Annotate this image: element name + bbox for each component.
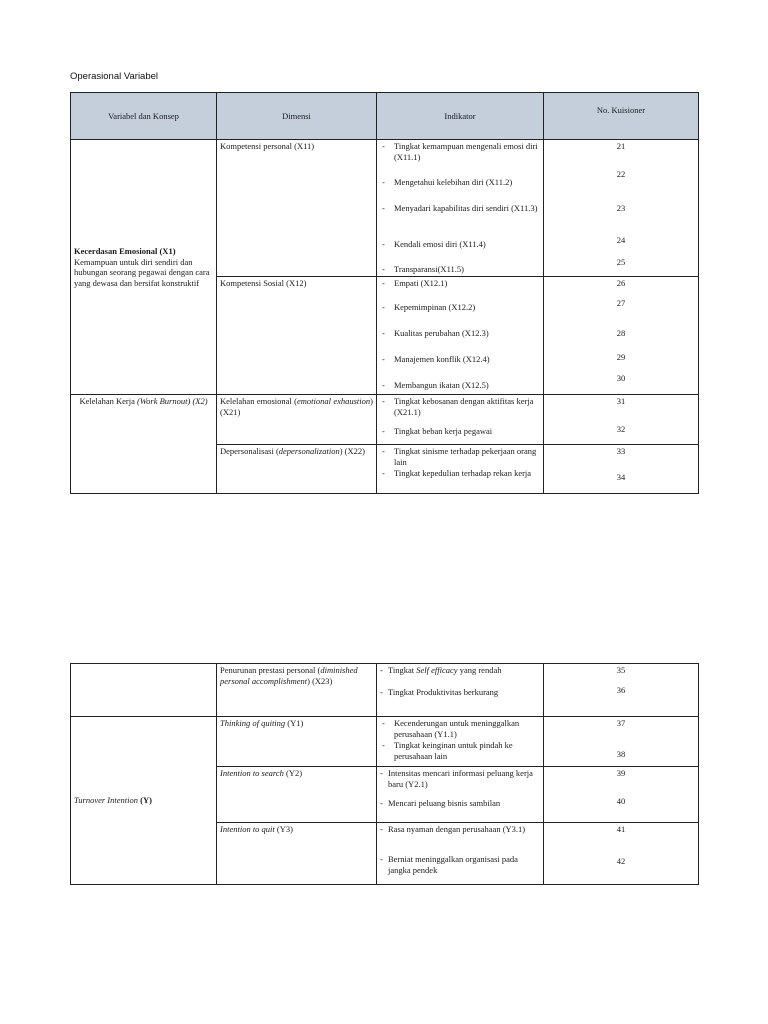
number-cell-y3 [544,823,699,885]
indicator-cell-y1 [377,717,544,767]
list-item: - Tingkat sinisme terhadap pekerjaan orang lain [380,446,540,468]
list-item: - Manajemen konflik (X12.4) [380,354,540,380]
question-number: 26 [616,278,626,288]
question-number: 28 [616,328,626,338]
list-item: - Menyadari kapabilitas diri sendiri (X11.3) [380,203,540,239]
question-number: 21 [616,141,626,151]
header-questionnaire-number: No. Kuisioner [544,93,699,140]
question-number: 40 [616,796,626,806]
list-item: - Transparansi(X11.5) [380,264,540,275]
list-item: - Kepemimpinan (X12.2) [380,302,540,328]
question-number: 38 [616,749,626,759]
header-indicator: Indikator [377,93,544,140]
question-number: 35 [616,665,626,675]
indicator-cell-x23 [377,664,544,717]
variable-cell-x1 [71,140,217,395]
indicator-cell-y3 [377,823,544,885]
variable-cell-empty [71,664,217,717]
number-cell-x22 [544,445,699,494]
list-item: - Intensitas mencari informasi peluang kerja baru (Y2.1) [380,768,540,798]
list-item: - Mencari peluang bisnis sambilan [380,798,540,809]
variable-name-y: Turnover Intention (Y) [74,795,152,806]
table-row [71,395,699,445]
table-row [71,664,699,717]
dimension-x12: Kompetensi Sosial (X12) [217,277,377,395]
question-number: 24 [616,235,626,245]
dimension-x23: Penurunan prestasi personal (diminished personal accomplishment) (X23) [217,664,377,717]
indicator-cell-y2 [377,767,544,823]
number-cell-y2 [544,767,699,823]
variable-cell-x2 [71,395,217,494]
list-item: - Kecenderungan untuk meninggalkan perusahaan (Y1.1) [380,718,540,740]
list-item: - Tingkat kemampuan mengenali emosi diri (X11.1) [380,141,540,177]
indicator-cell-x22 [377,445,544,494]
list-item: - Tingkat kepedulian terhadap rekan kerja [380,468,540,479]
question-number: 41 [616,824,626,834]
list-item: - Kendali emosi diri (X11.4) [380,239,540,264]
number-cell-x21 [544,395,699,445]
header-variable-concept: Variabel dan Konsep [71,93,217,140]
indicator-cell-x11 [377,140,544,277]
dimension-x21: Kelelahan emosional (emotional exhaustion) (X21) [217,395,377,445]
table-header-row [71,93,699,140]
list-item: - Tingkat Self efficacy yang rendah [380,665,540,687]
list-item: - Membangun ikatan (X12.5) [380,380,540,391]
question-number: 30 [616,373,626,383]
variable-operational-table [70,92,699,494]
list-item: - Tingkat kebosanan dengan aktifitas kerja (X21.1) [380,396,540,426]
list-item: - Tingkat Produktivitas berkurang [380,687,540,698]
question-number: 37 [616,718,626,728]
list-item: - Tingkat beban kerja pegawai [380,426,540,437]
list-item: - Kualitas perubahan (X12.3) [380,328,540,354]
dimension-y1: Thinking of quiting (Y1) [217,717,377,767]
question-number: 25 [616,257,626,267]
question-number: 27 [616,298,626,308]
dimension-y3: Intention to quit (Y3) [217,823,377,885]
question-number: 32 [616,424,626,434]
question-number: 39 [616,768,626,778]
indicator-cell-x21 [377,395,544,445]
question-number: 29 [616,352,626,362]
number-cell-x23 [544,664,699,717]
table-row [71,140,699,277]
variable-operational-table-continued [70,663,699,885]
question-number: 22 [616,169,626,179]
dimension-x11: Kompetensi personal (X11) [217,140,377,277]
question-number: 31 [616,396,626,406]
question-number: 42 [616,856,626,866]
number-cell-x11 [544,140,699,277]
header-dimension: Dimensi [217,93,377,140]
indicator-cell-x12 [377,277,544,395]
page-heading: Operasional Variabel [70,71,159,82]
list-item: - Berniat meninggalkan organisasi pada jangka pendek [380,854,540,875]
number-cell-x12 [544,277,699,395]
variable-description-x1: Kemampuan untuk diri sendiri dan hubungan seorang pegawai dengan cara yang dewasa dan bersifat konstruktif [74,256,210,288]
number-cell-y1 [544,717,699,767]
list-item: - Empati (X12.1) [380,278,540,302]
dimension-y2: Intention to search (Y2) [217,767,377,823]
variable-name-x1: Kecerdasan Emosional (X1) [74,246,176,256]
question-number: 36 [616,685,626,695]
question-number: 33 [616,446,626,456]
list-item: - Mengetahui kelebihan diri (X11.2) [380,177,540,203]
question-number: 34 [616,472,626,482]
variable-cell-y [71,717,217,885]
list-item: - Rasa nyaman dengan perusahaan (Y3.1) [380,824,540,854]
dimension-x22: Depersonalisasi (depersonalization) (X22) [217,445,377,494]
variable-name-x2: Kelelahan Kerja (Work Burnout) (X2) [79,396,208,406]
question-number: 23 [616,203,626,213]
table-row [71,717,699,767]
list-item: - Tingkat keinginan untuk pindah ke perusahaan lain [380,740,540,761]
